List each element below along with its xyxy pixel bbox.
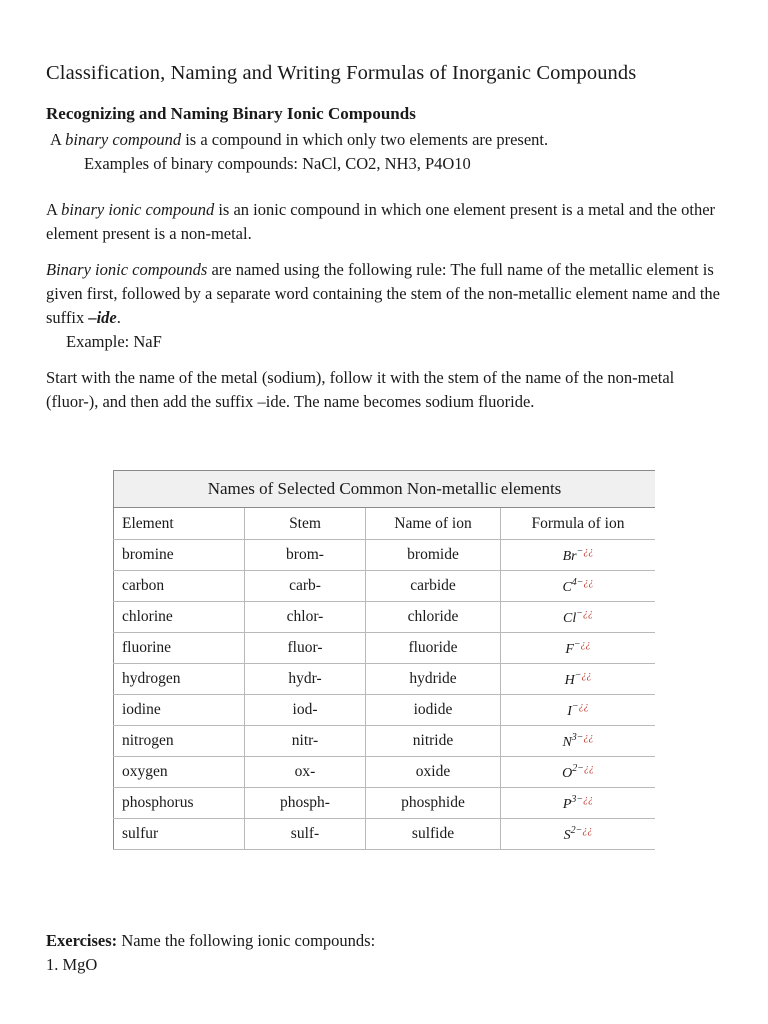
formula-cell: [501, 571, 656, 602]
rule-end: .: [116, 308, 121, 327]
naming-rule: [46, 258, 726, 330]
ion-name-cell: sulfide: [366, 819, 501, 850]
ion-name-cell: phosphide: [366, 788, 501, 819]
element-cell: chlorine: [114, 602, 245, 633]
element-cell: sulfur: [114, 819, 245, 850]
formula-cell: [501, 664, 656, 695]
element-cell: phosphorus: [114, 788, 245, 819]
def2-post: is an ionic compound in which one element present is a metal and the other element present is a non-metal.: [46, 200, 716, 243]
charge-artifact: ¿¿: [583, 762, 594, 774]
charge-artifact: ¿¿: [582, 824, 593, 836]
ion-symbol: H: [564, 672, 575, 688]
stem-cell: sulf-: [245, 819, 366, 850]
charge-value: −: [576, 607, 583, 619]
charge-artifact: ¿¿: [581, 669, 592, 681]
binary-ionic-definition: [46, 198, 726, 246]
table-row: [114, 757, 656, 788]
ion-formula: [562, 793, 594, 812]
charge-value: 2−: [572, 762, 584, 774]
ion-name-cell: hydride: [366, 664, 501, 695]
charge-artifact: ¿¿: [583, 545, 594, 557]
formula-cell: [501, 602, 656, 633]
ion-name-cell: iodide: [366, 695, 501, 726]
ion-symbol: O: [562, 765, 573, 781]
def1-post: is a compound in which only two elements are present.: [181, 130, 549, 149]
charge-value: 4−: [571, 576, 584, 588]
charge-value: −: [576, 545, 584, 557]
stem-cell: fluor-: [245, 633, 366, 664]
section-heading: Recognizing and Naming Binary Ionic Compounds: [46, 104, 416, 123]
ion-symbol: N: [562, 734, 572, 750]
charge-artifact: ¿¿: [583, 731, 594, 743]
table-row: [114, 633, 656, 664]
ion-symbol: P: [562, 796, 572, 812]
explanation-paragraph: Start with the name of the metal (sodium), follow it with the stem of the name of the non-metal (fluor-), and then add the suffix –ide. The name becomes sodium fluoride.: [46, 368, 675, 411]
ion-charge: [572, 577, 594, 588]
ion-formula: [562, 762, 594, 781]
examples-line: Examples of binary compounds: NaCl, CO2, NH3, P4O10: [84, 154, 471, 173]
header-element: Element: [114, 508, 245, 540]
charge-value: 3−: [571, 793, 584, 805]
ion-formula: [562, 576, 594, 595]
ion-charge: [572, 701, 589, 712]
exercises-heading: [46, 929, 375, 953]
rule-term: Binary ionic compounds: [46, 260, 208, 279]
table-row: [114, 726, 656, 757]
binary-compound-definition: [46, 128, 726, 152]
ion-name-cell: bromide: [366, 540, 501, 571]
stem-cell: hydr-: [245, 664, 366, 695]
ion-charge: [577, 546, 594, 557]
stem-cell: brom-: [245, 540, 366, 571]
ion-charge: [572, 732, 594, 743]
table-row: [114, 571, 656, 602]
element-cell: nitrogen: [114, 726, 245, 757]
charge-value: −: [571, 700, 579, 712]
ion-symbol: Cl: [563, 610, 577, 626]
rule-suffix: –ide: [88, 308, 117, 327]
ion-symbol: I: [567, 703, 572, 719]
formula-cell: [501, 726, 656, 757]
ion-formula: [562, 731, 594, 750]
nonmetal-table-wrapper: [113, 470, 655, 850]
ion-charge: [575, 670, 592, 681]
def1-pre: A: [50, 130, 66, 149]
ion-charge: [576, 608, 593, 619]
element-cell: hydrogen: [114, 664, 245, 695]
ion-charge: [574, 639, 591, 650]
ion-name-cell: chloride: [366, 602, 501, 633]
formula-cell: [501, 695, 656, 726]
element-cell: oxygen: [114, 757, 245, 788]
element-cell: iodine: [114, 695, 245, 726]
ion-charge: [571, 825, 593, 836]
ion-formula: [565, 638, 591, 657]
element-cell: bromine: [114, 540, 245, 571]
table-row: [114, 788, 656, 819]
table-caption: Names of Selected Common Non-metallic elements: [114, 471, 656, 508]
stem-cell: iod-: [245, 695, 366, 726]
ion-symbol: Br: [562, 548, 577, 564]
stem-cell: phosph-: [245, 788, 366, 819]
formula-cell: [501, 819, 656, 850]
ion-symbol: F: [565, 641, 574, 657]
table-row: [114, 695, 656, 726]
stem-cell: nitr-: [245, 726, 366, 757]
charge-value: 3−: [571, 731, 584, 743]
document-page: [46, 62, 726, 414]
header-formula-of-ion: Formula of ion: [501, 508, 656, 540]
nonmetal-table: [113, 470, 655, 850]
def2-pre: A: [46, 200, 62, 219]
element-cell: fluorine: [114, 633, 245, 664]
stem-cell: chlor-: [245, 602, 366, 633]
table-header-row: [114, 508, 656, 540]
exercise-item: 1. MgO: [46, 955, 98, 974]
charge-value: −: [574, 669, 582, 681]
stem-cell: ox-: [245, 757, 366, 788]
exercises-section: [46, 929, 375, 977]
rule-post: are named using the following rule: The full name of the metallic element is given first, followed by a separate word containing the stem of the non-metallic element name and the suffix: [46, 260, 720, 327]
formula-cell: [501, 788, 656, 819]
ion-name-cell: fluoride: [366, 633, 501, 664]
charge-artifact: ¿¿: [578, 700, 589, 712]
table-row: [114, 602, 656, 633]
charge-artifact: ¿¿: [582, 607, 593, 619]
def1-term: binary compound: [65, 130, 182, 149]
table-row: [114, 664, 656, 695]
ion-name-cell: carbide: [366, 571, 501, 602]
ion-symbol: S: [563, 827, 571, 843]
header-stem: Stem: [245, 508, 366, 540]
formula-cell: [501, 633, 656, 664]
ion-charge: [572, 763, 594, 774]
charge-artifact: ¿¿: [583, 576, 594, 588]
charge-artifact: ¿¿: [580, 638, 591, 650]
table-body: [114, 508, 656, 850]
ion-name-cell: oxide: [366, 757, 501, 788]
ion-formula: [562, 545, 594, 564]
ion-formula: [564, 669, 592, 688]
ion-formula: [563, 824, 593, 843]
def2-term: binary ionic compound: [61, 200, 215, 219]
charge-artifact: ¿¿: [583, 793, 594, 805]
formula-cell: [501, 540, 656, 571]
exercises-instruction: Name the following ionic compounds:: [117, 931, 376, 950]
ion-charge: [571, 794, 593, 805]
charge-value: −: [573, 638, 581, 650]
ion-formula: [567, 700, 589, 719]
exercises-label: Exercises:: [46, 931, 118, 950]
formula-cell: [501, 757, 656, 788]
table-row: [114, 540, 656, 571]
ion-formula: [563, 607, 593, 626]
ion-symbol: C: [562, 579, 572, 595]
page-title: Classification, Naming and Writing Formulas of Inorganic Compounds: [46, 62, 637, 84]
charge-value: 2−: [570, 824, 583, 836]
ion-name-cell: nitride: [366, 726, 501, 757]
table-row: [114, 819, 656, 850]
stem-cell: carb-: [245, 571, 366, 602]
example-line: Example: NaF: [66, 332, 162, 351]
element-cell: carbon: [114, 571, 245, 602]
header-name-of-ion: Name of ion: [366, 508, 501, 540]
